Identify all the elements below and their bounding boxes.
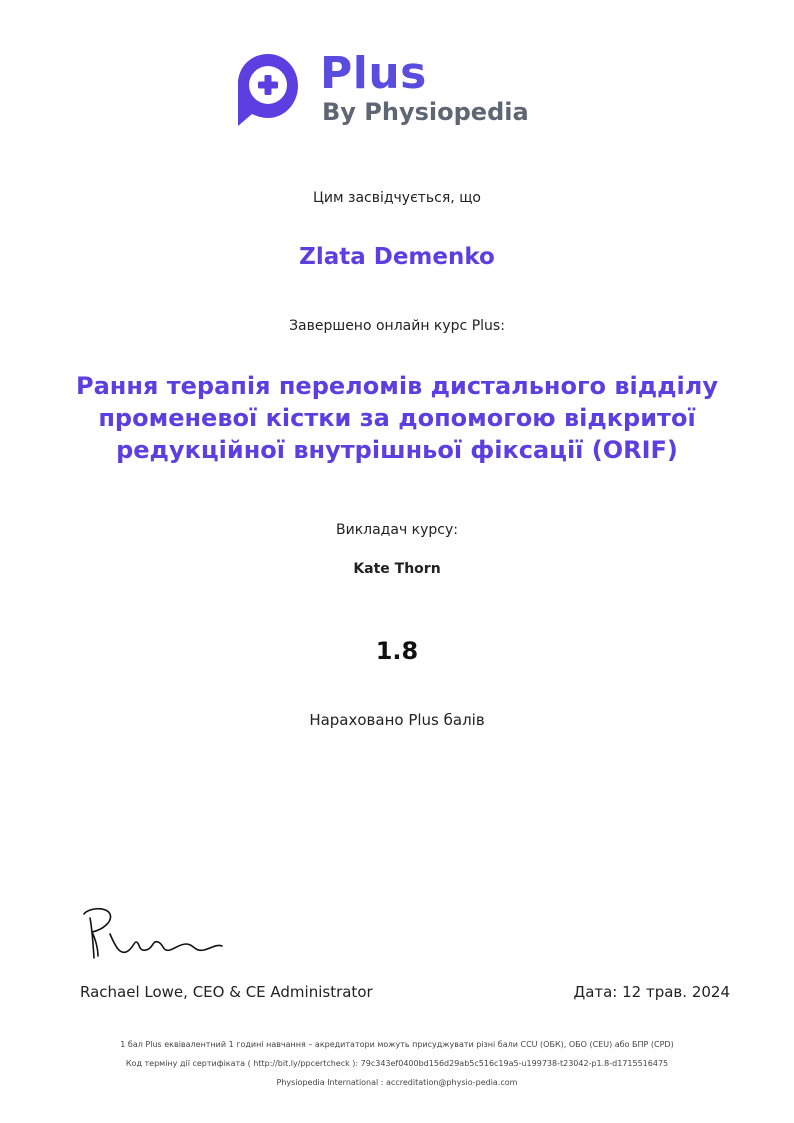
footer-contact: Physiopedia International : accreditation@physio-pedia.com: [276, 1078, 518, 1087]
points-label: Нараховано Plus балів: [309, 711, 485, 729]
handwritten-signature: [76, 904, 228, 964]
completed-label: Завершено онлайн курс Plus:: [289, 318, 505, 334]
certificate-intro: Цим засвідчується, що: [313, 190, 481, 206]
brand-logo: [236, 48, 536, 132]
brand-subtitle: By Physiopedia: [322, 98, 529, 126]
recipient-name: Zlata Demenko: [299, 244, 495, 270]
footer-points-note: 1 бал Plus еквівалентний 1 годині навчання – акредитатори можуть присуджувати різні бали CCU (ОБК), ОБО (CEU) або БПР (CPD): [120, 1040, 674, 1049]
plus-bubble-icon: [236, 52, 300, 128]
brand-name: Plus: [320, 48, 427, 99]
issue-date: Дата: 12 трав. 2024: [573, 983, 730, 1001]
instructor-label: Викладач курсу:: [336, 522, 458, 538]
signer-name: Rachael Lowe, CEO & CE Administrator: [80, 983, 373, 1001]
course-title: Рання терапія переломів дистального відділу променевої кістки за допомогою відкритої редукційної внутрішньої фіксації (ORIF): [76, 372, 718, 464]
footer-verification-code: Код терміну дії сертифіката ( http://bit.ly/ppcertcheck ): 79c343ef0400bd156d29ab5c516c19a5-u199738-t23042-p1.8-d1715516475: [125, 1059, 669, 1068]
instructor-name: Kate Thorn: [353, 561, 441, 577]
points-value: 1.8: [375, 637, 419, 665]
